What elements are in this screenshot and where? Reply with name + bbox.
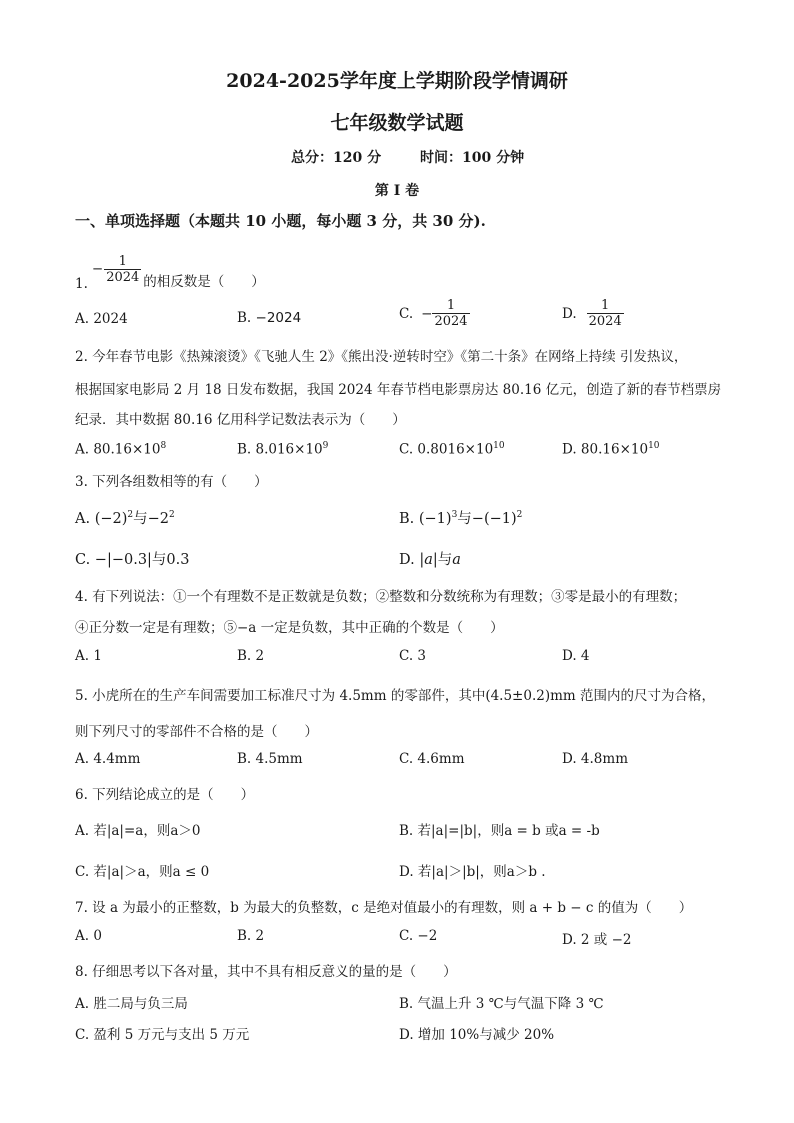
- option-c: C. 3: [399, 648, 427, 664]
- option-a: [75, 441, 166, 458]
- question-2-line-3: 纪录．其中数据 80.16 亿用科学记数法表示为（ ）: [75, 412, 406, 428]
- minus-sign: −: [91, 261, 104, 277]
- option-d: D. 4.8mm: [562, 751, 628, 767]
- question-2-line-2: 根据国家电影局 2 月 18 日发布数据，我国 2024 年春节档电影票房达 80.16 亿元，创造了新的春节档票房: [75, 382, 722, 398]
- fraction: [104, 254, 141, 285]
- option-value-rest: 与−(−1): [457, 511, 517, 527]
- option-value: B. 8.016×10: [237, 441, 323, 458]
- option-value: −2024: [255, 310, 302, 326]
- option-value: A. (−2): [75, 511, 128, 527]
- question-6: 6. 下列结论成立的是（ ）: [75, 787, 255, 803]
- exponent: 10: [648, 441, 660, 451]
- variable-a: a: [424, 552, 433, 568]
- fraction-numerator: 1: [118, 253, 127, 269]
- fraction-denominator: 2024: [588, 314, 622, 329]
- question-8: 8. 仔细思考以下各对量，其中不具有相反意义的量的是（ ）: [75, 964, 457, 980]
- option-b: [237, 441, 328, 458]
- option-a: A. 胜二局与负三局: [75, 996, 188, 1012]
- question-3: 3. 下列各组数相等的有（ ）: [75, 474, 268, 490]
- question-7: 7. 设 a 为最小的正整数，b 为最大的负整数，c 是绝对值最小的有理数，则 a + b − c 的值为（ ）: [75, 900, 693, 916]
- option-c: C. −|−0.3|与0.3: [75, 552, 190, 568]
- exam-time: 时间：100 分钟: [420, 150, 525, 166]
- option-a: A. 0: [75, 928, 102, 944]
- exponent: 3: [451, 510, 458, 521]
- option-value: B. (−1): [399, 511, 452, 527]
- option-d: [399, 548, 461, 569]
- option-b: B. 4.5mm: [237, 751, 303, 767]
- option-a: A. 2024: [75, 311, 128, 327]
- option-a: A. 1: [75, 648, 102, 664]
- fraction-numerator: 1: [601, 298, 610, 313]
- volume-label: 第 I 卷: [374, 183, 420, 199]
- fraction-denominator: 2024: [106, 269, 140, 285]
- fraction-denominator: 2024: [434, 314, 468, 329]
- fraction-numerator: 1: [446, 298, 456, 313]
- minus-sign: −: [421, 305, 433, 322]
- option-b: B. 若|a|=|b|，则a = b 或a = -b: [399, 823, 600, 839]
- option-b: B. 2: [237, 648, 265, 664]
- option-b: B. 2: [237, 928, 265, 944]
- question-1: [75, 246, 265, 292]
- option-a: A. 若|a|=a，则a＞0: [75, 823, 201, 839]
- option-d: D. 若|a|＞|b|，则a＞b .: [399, 864, 546, 880]
- option-label: C.: [399, 305, 414, 322]
- exponent: 8: [160, 441, 167, 451]
- option-c: C. 盈利 5 万元与支出 5 万元: [75, 1027, 250, 1043]
- option-c: C. 若|a|＞a，则a ≤ 0: [75, 864, 210, 880]
- question-4-line-2: ④正分数一定是有理数；⑤−a 一定是负数，其中正确的个数是（ ）: [75, 620, 504, 636]
- exam-subtitle: 七年级数学试题: [330, 112, 464, 134]
- option-d: D. 2 或 −2: [562, 932, 632, 948]
- question-5-line-1: 5. 小虎所在的生产车间需要加工标准尺寸为 4.5mm 的零部件，其中(4.5±0.2)mm 范围内的尺寸为合格，: [75, 688, 716, 704]
- exponent: 9: [322, 441, 329, 451]
- question-2-line-1: 2. 今年春节电影《热辣滚烫》《飞驰人生 2》《熊出没·逆转时空》《第二十条》在网络上持续 引发热议，: [75, 349, 688, 365]
- exponent: 10: [493, 441, 505, 451]
- exponent: 2: [516, 510, 523, 521]
- option-d: [562, 441, 660, 458]
- option-label: D.: [562, 305, 577, 322]
- exponent: 2: [127, 510, 134, 521]
- question-5-line-2: 则下列尺寸的零部件不合格的是（ ）: [75, 724, 318, 740]
- option-a: A. 4.4mm: [75, 751, 141, 767]
- exam-title: 2024-2025学年度上学期阶段学情调研: [226, 70, 568, 92]
- option-c: C. −2: [399, 928, 438, 944]
- option-b: [237, 310, 301, 326]
- option-value: A. 80.16×10: [75, 441, 161, 458]
- option-d: D. 4: [562, 648, 590, 664]
- option-c: [399, 441, 505, 458]
- option-d: D. 增加 10%与减少 20%: [399, 1027, 555, 1043]
- option-a: [75, 507, 175, 528]
- fraction: [587, 298, 624, 329]
- option-label: B.: [237, 310, 252, 326]
- option-value: C. 0.8016×10: [399, 441, 494, 458]
- question-4-line-1: 4. 有下列说法：①一个有理数不是正数就是负数；②整数和分数统称为有理数；③零是最小的有理数；: [75, 589, 687, 605]
- option-c: [399, 298, 470, 329]
- question-text: 的相反数是（ ）: [143, 274, 265, 290]
- option-b: [399, 507, 522, 528]
- option-d: [562, 298, 624, 329]
- total-score: 总分：120 分: [291, 150, 382, 166]
- option-c: C. 4.6mm: [399, 751, 465, 767]
- section-heading: 一、单项选择题（本题共 10 小题，每小题 3 分，共 30 分).: [75, 212, 486, 230]
- variable-a: a: [452, 552, 461, 568]
- fraction: [432, 298, 469, 329]
- option-label: D. |: [399, 552, 425, 568]
- option-value: D. 80.16×10: [562, 441, 649, 458]
- exponent: 2: [169, 510, 175, 521]
- option-b: B. 气温上升 3 ℃与气温下降 3 ℃: [399, 996, 604, 1012]
- question-number: 1.: [75, 276, 88, 292]
- option-value-rest: |与: [432, 552, 453, 568]
- option-value-rest: 与−2: [133, 511, 169, 527]
